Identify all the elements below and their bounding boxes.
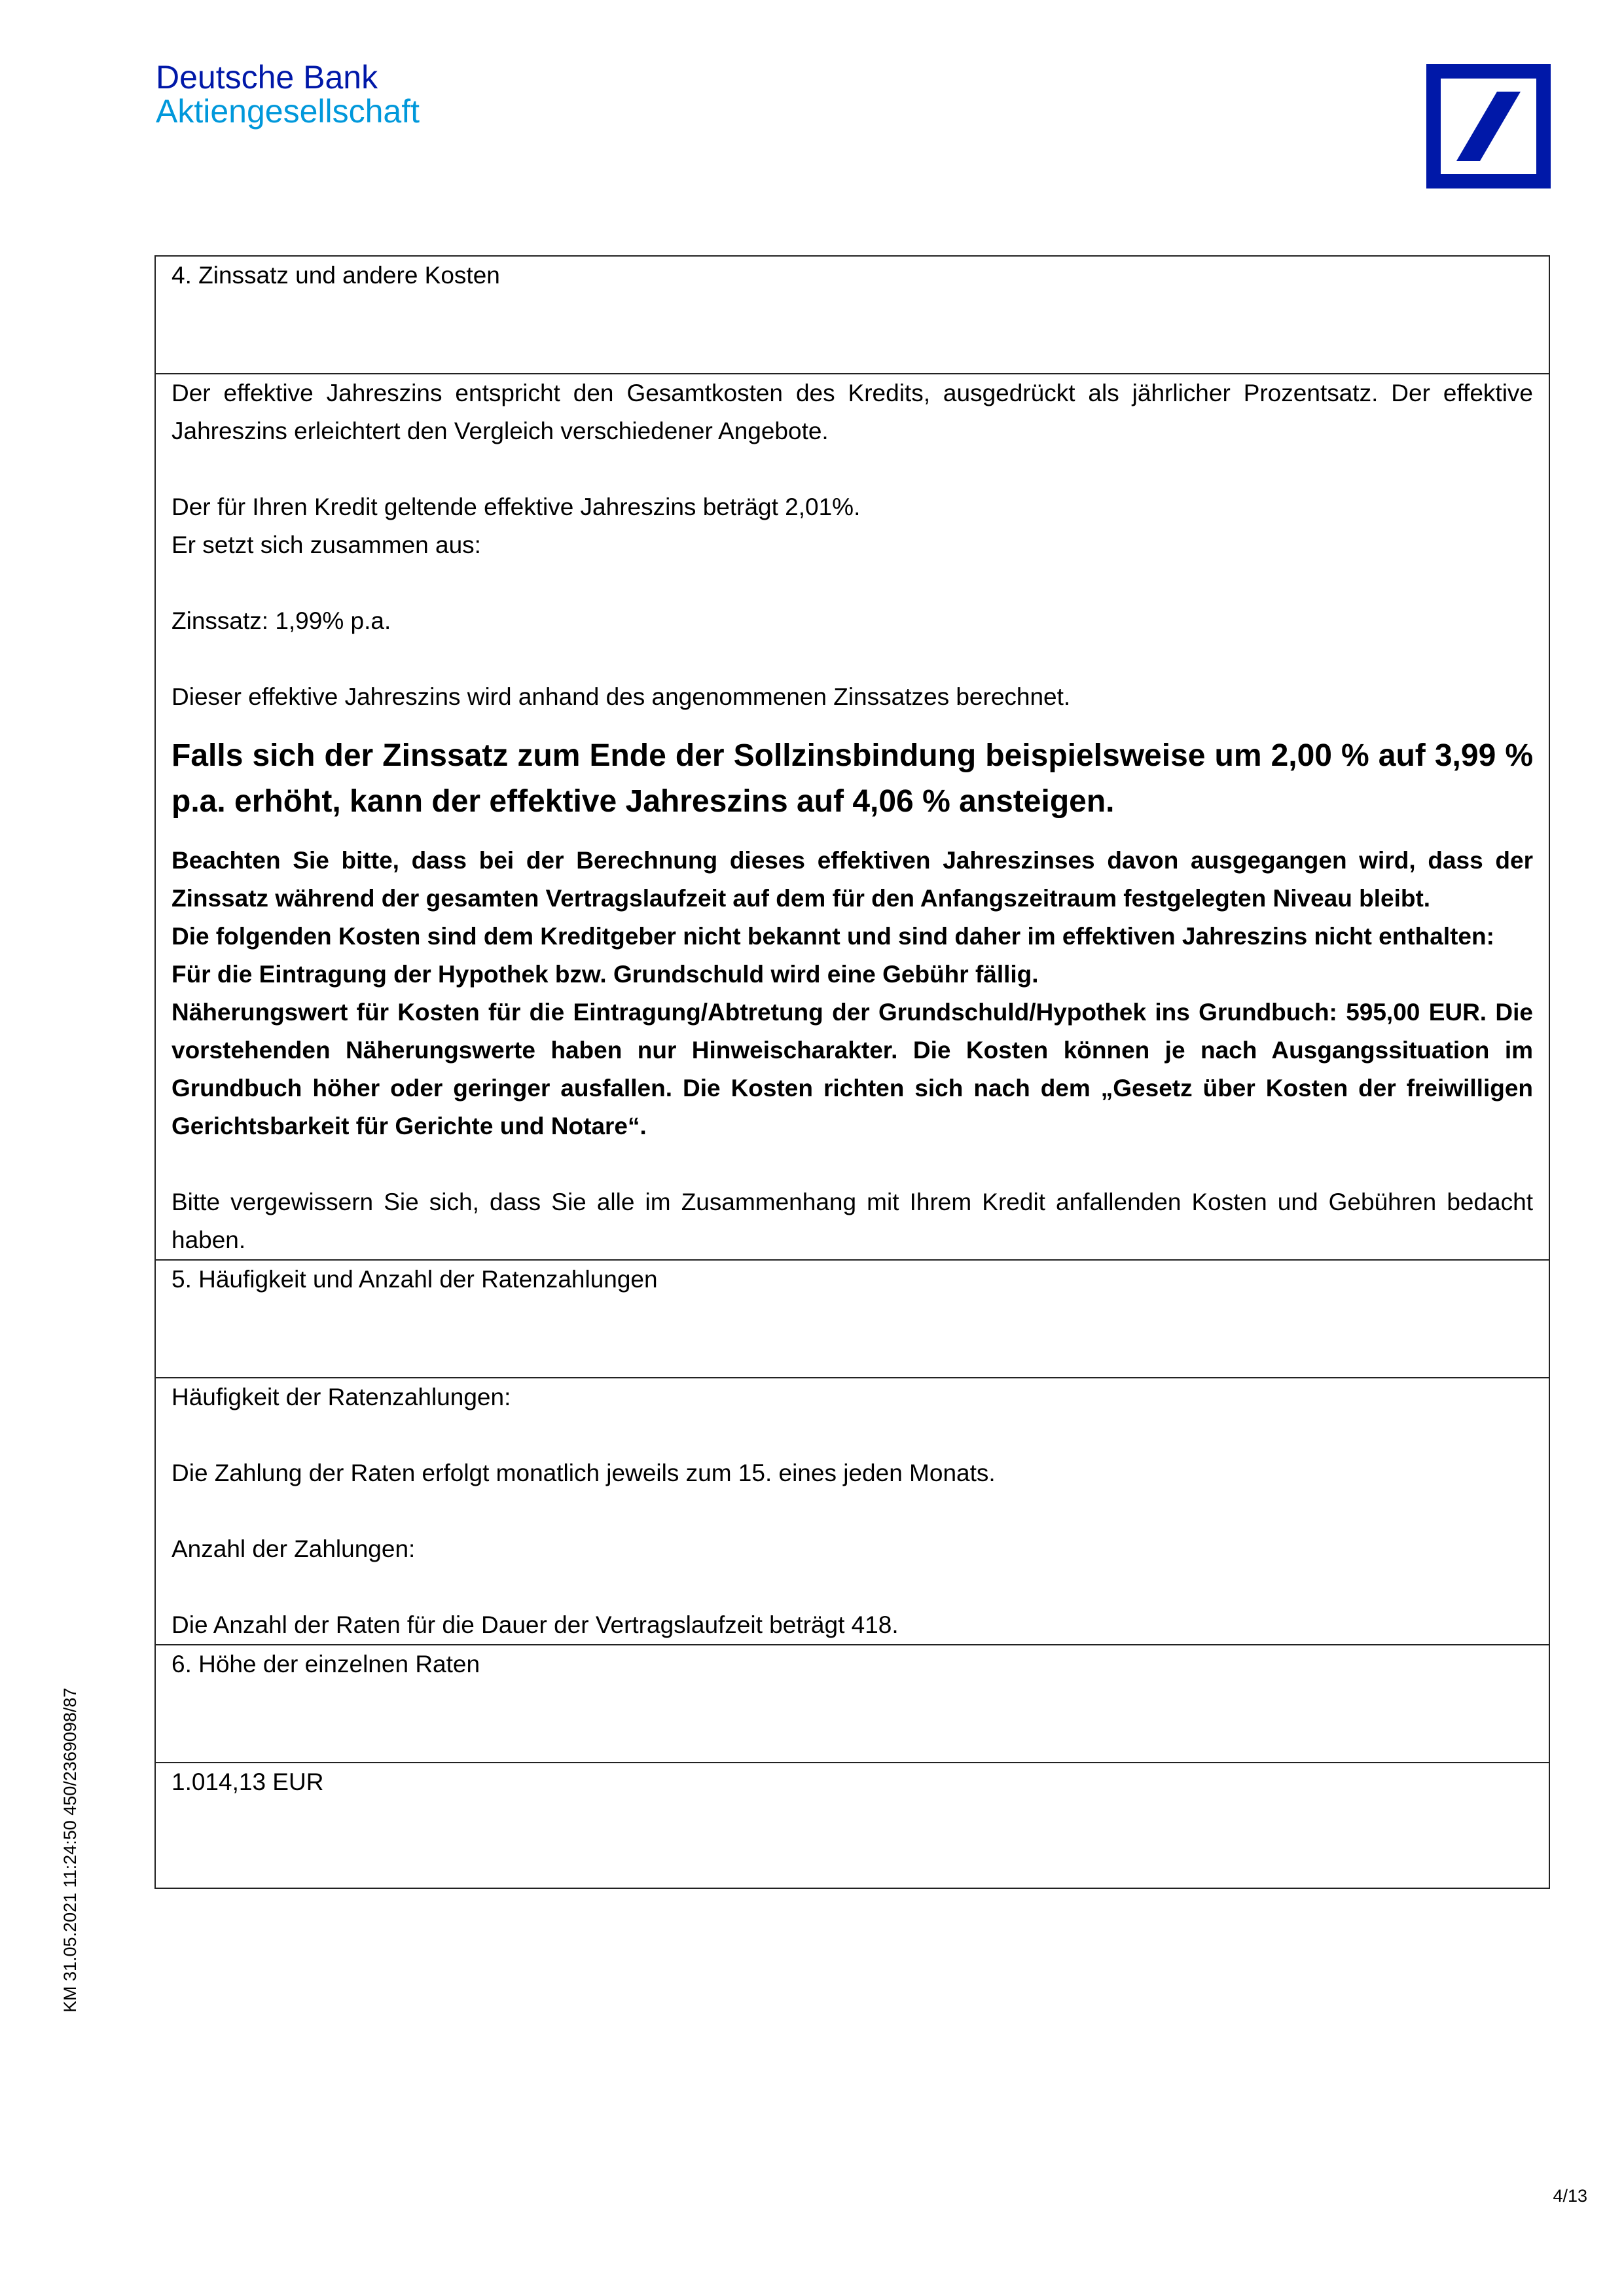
deutsche-bank-logo-icon <box>1426 64 1551 188</box>
installment-amount: 1.014,13 EUR <box>155 1763 1549 1888</box>
section-4-title: 4. Zinssatz und andere Kosten <box>155 256 1549 374</box>
section-5-header-row <box>155 1260 1549 1378</box>
apr-calculation-note: Dieser effektive Jahreszins wird anhand des angenommenen Zinssatzes berechnet. <box>171 683 1071 710</box>
calculation-assumption-note: Beachten Sie bitte, dass bei der Berechnung dieses effektiven Jahreszinses davon ausgegangen wird, dass der Zinssatz während der gesamten Vertragslaufzeit auf dem für den Anfangszeitraum festgelegten Niveau bleibt. <box>171 847 1533 912</box>
section-6-header-row <box>155 1645 1549 1763</box>
payment-frequency-label: Häufigkeit der Ratenzahlungen: <box>171 1384 511 1410</box>
section-4-body-row <box>155 374 1549 1260</box>
page-number: 4/13 <box>1553 2186 1587 2206</box>
brand-header <box>156 60 420 128</box>
section-6-title: 6. Höhe der einzelnen Raten <box>155 1645 1549 1763</box>
mortgage-fee-note: Für die Eintragung der Hypothek bzw. Grundschuld wird eine Gebühr fällig. <box>171 961 1039 988</box>
rate-increase-warning: Falls sich der Zinssatz zum Ende der Sollzinsbindung beispielsweise um 2,00 % auf 3,99 % p.a. erhöht, kann der effektive Jahreszins auf 4,06 % ansteigen. <box>171 738 1533 819</box>
section-6-body-row <box>155 1763 1549 1888</box>
brand-subtitle: Aktiengesellschaft <box>156 93 420 130</box>
loan-information-table <box>154 255 1550 1889</box>
brand-name: Deutsche Bank <box>156 59 378 96</box>
payment-count-label: Anzahl der Zahlungen: <box>171 1535 416 1562</box>
apr-value: Der für Ihren Kredit geltende effektive Jahreszins beträgt 2,01%. <box>171 493 861 520</box>
section-5-body <box>155 1378 1549 1645</box>
section-5-body-row <box>155 1378 1549 1645</box>
apr-definition: Der effektive Jahreszins entspricht den Gesamtkosten des Kredits, ausgedrückt als jährlicher Prozentsatz. Der effektive Jahreszins erleichtert den Vergleich verschiedener Angebote. <box>171 380 1533 444</box>
section-4-header-row <box>155 256 1549 374</box>
section-5-title: 5. Häufigkeit und Anzahl der Ratenzahlungen <box>155 1260 1549 1378</box>
unknown-costs-note: Die folgenden Kosten sind dem Kreditgeber nicht bekannt und sind daher im effektiven Jahreszins nicht enthalten: <box>171 923 1494 950</box>
payment-frequency-text: Die Zahlung der Raten erfolgt monatlich jeweils zum 15. eines jeden Monats. <box>171 1460 996 1486</box>
costs-reminder: Bitte vergewissern Sie sich, dass Sie alle im Zusammenhang mit Ihrem Kredit anfallenden Kosten und Gebühren bedacht haben. <box>171 1189 1533 1253</box>
interest-rate: Zinssatz: 1,99% p.a. <box>171 607 391 634</box>
section-4-body <box>155 374 1549 1260</box>
document-reference: KM 31.05.2021 11:24:50 450/2369098/87 <box>60 1687 80 2013</box>
registration-cost-estimate: Näherungswert für Kosten für die Eintragung/Abtretung der Grundschuld/Hypothek ins Grundbuch: 595,00 EUR. Die vorstehenden Näherungswerte haben nur Hinweischarakter. Die Kosten können je nach Ausgangssituation im Grundbuch höher oder geringer ausfallen. Die Kosten richten sich nach dem „Gesetz über Kosten der freiwilligen Gerichtsbarkeit für Gerichte und Notare“. <box>171 999 1533 1139</box>
apr-composition-label: Er setzt sich zusammen aus: <box>171 531 481 558</box>
payment-count-text: Die Anzahl der Raten für die Dauer der Vertragslaufzeit beträgt 418. <box>171 1611 899 1638</box>
